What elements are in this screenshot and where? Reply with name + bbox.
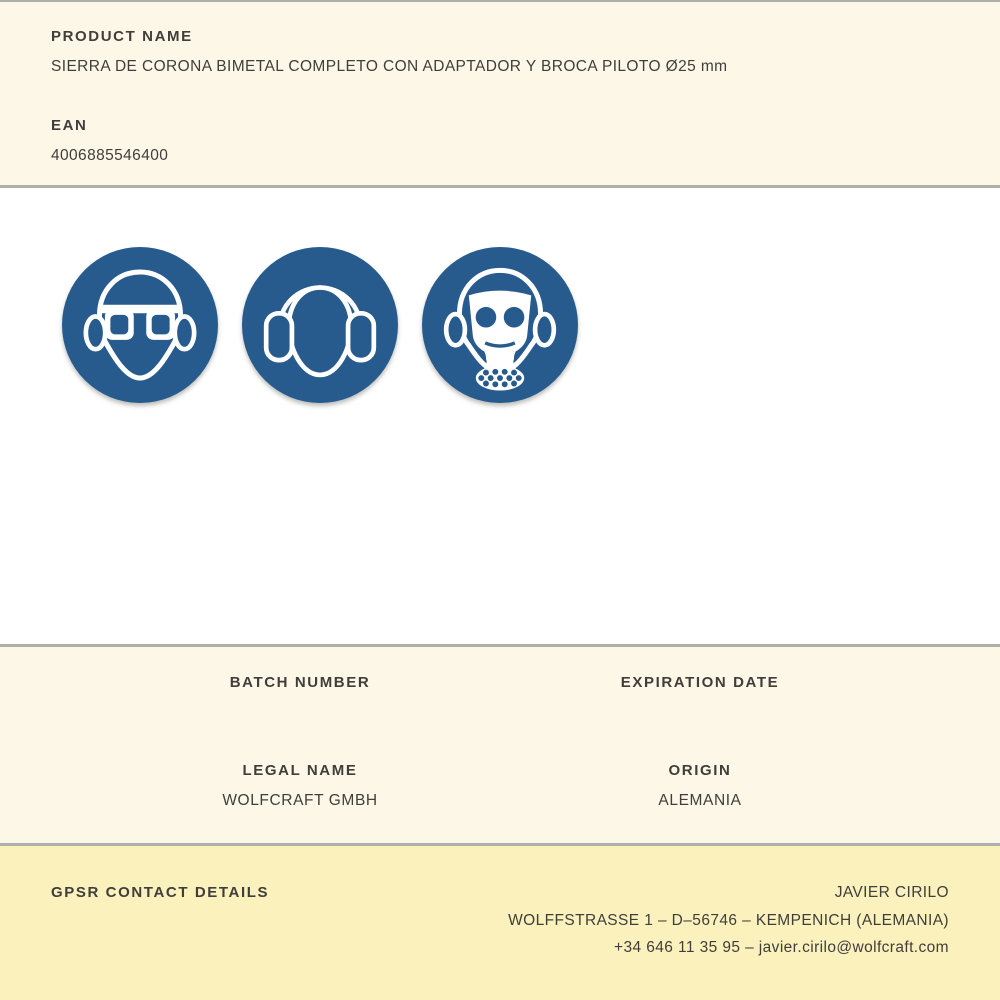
batch-number-field <box>100 675 500 704</box>
expiration-date-field <box>500 675 900 704</box>
wear-ear-protection-icon <box>242 247 398 403</box>
product-name-label: PRODUCT NAME <box>51 28 193 45</box>
gpsr-contact-section <box>0 846 1000 1000</box>
safety-icons-section <box>0 188 1000 644</box>
contact-address: WOLFFSTRASSE 1 – D–56746 – KEMPENICH (ALEMANIA) <box>508 911 949 929</box>
gpsr-contact-lines <box>508 885 949 968</box>
expiration-date-label: EXPIRATION DATE <box>620 674 780 691</box>
product-name-value: SIERRA DE CORONA BIMETAL COMPLETO CON ADAPTADOR Y BROCA PILOTO Ø25 mm <box>51 58 728 75</box>
origin-label: ORIGIN <box>668 762 732 779</box>
legal-name-value: WOLFCRAFT GMBH <box>222 792 378 809</box>
ean-label: EAN <box>51 117 88 134</box>
details-section <box>0 647 1000 843</box>
product-section <box>0 2 1000 185</box>
legal-name-label: LEGAL NAME <box>242 762 358 779</box>
contact-person: JAVIER CIRILO <box>834 884 949 901</box>
details-row-legal-origin <box>100 763 900 809</box>
ean-value: 4006885546400 <box>51 147 169 164</box>
legal-name-field <box>100 763 500 809</box>
gpsr-contact-heading: GPSR CONTACT DETAILS <box>51 884 270 901</box>
wear-respiratory-protection-icon <box>422 247 578 403</box>
origin-value: ALEMANIA <box>658 792 742 809</box>
contact-phone-email: +34 646 11 35 95 – javier.cirilo@wolfcraft.com <box>614 939 949 956</box>
origin-field <box>500 763 900 809</box>
batch-number-label: BATCH NUMBER <box>229 674 371 691</box>
wear-eye-protection-icon <box>62 247 218 403</box>
details-row-batch-expiration <box>100 675 900 704</box>
